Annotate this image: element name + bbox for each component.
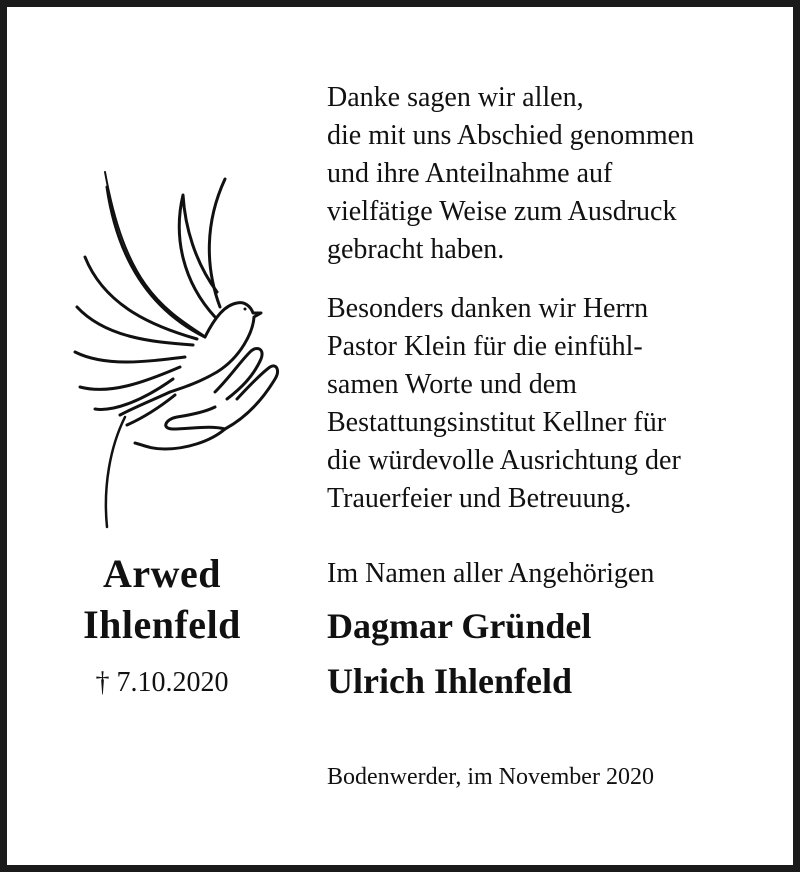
place-date: Bodenwerder, im November 2020: [327, 764, 654, 790]
thanks-paragraph: [327, 79, 787, 269]
special-thanks-line: die würdevolle Ausrichtung der: [327, 445, 681, 476]
deceased-first-name: Arwed: [102, 551, 222, 596]
special-thanks-line: Trauerfeier und Betreuung.: [327, 483, 632, 514]
special-thanks-paragraph: [327, 290, 787, 518]
special-thanks-line: Besonders danken wir Herrn: [327, 293, 649, 324]
signer-name: Ulrich Ihlenfeld: [327, 661, 573, 701]
signer-name: Dagmar Gründel: [327, 606, 592, 646]
on-behalf-line: Im Namen aller Angehörigen: [327, 558, 655, 589]
thanks-line: vielfätige Weise zum Ausdruck: [327, 196, 677, 227]
special-thanks-line: Pastor Klein für die einfühl-: [327, 331, 643, 362]
deceased-last-name: Ihlenfeld: [83, 602, 241, 647]
thanks-line: die mit uns Abschied genommen: [327, 120, 695, 151]
special-thanks-line: samen Worte und dem: [327, 369, 577, 400]
thanks-line: Danke sagen wir allen,: [327, 82, 584, 113]
thanks-line: gebracht haben.: [327, 234, 505, 265]
death-date: † 7.10.2020: [95, 667, 229, 698]
thanks-line: und ihre Anteilnahme auf: [327, 158, 613, 189]
dove-on-hand-icon: [65, 167, 285, 537]
special-thanks-line: Bestattungsinstitut Kellner für: [327, 407, 667, 438]
